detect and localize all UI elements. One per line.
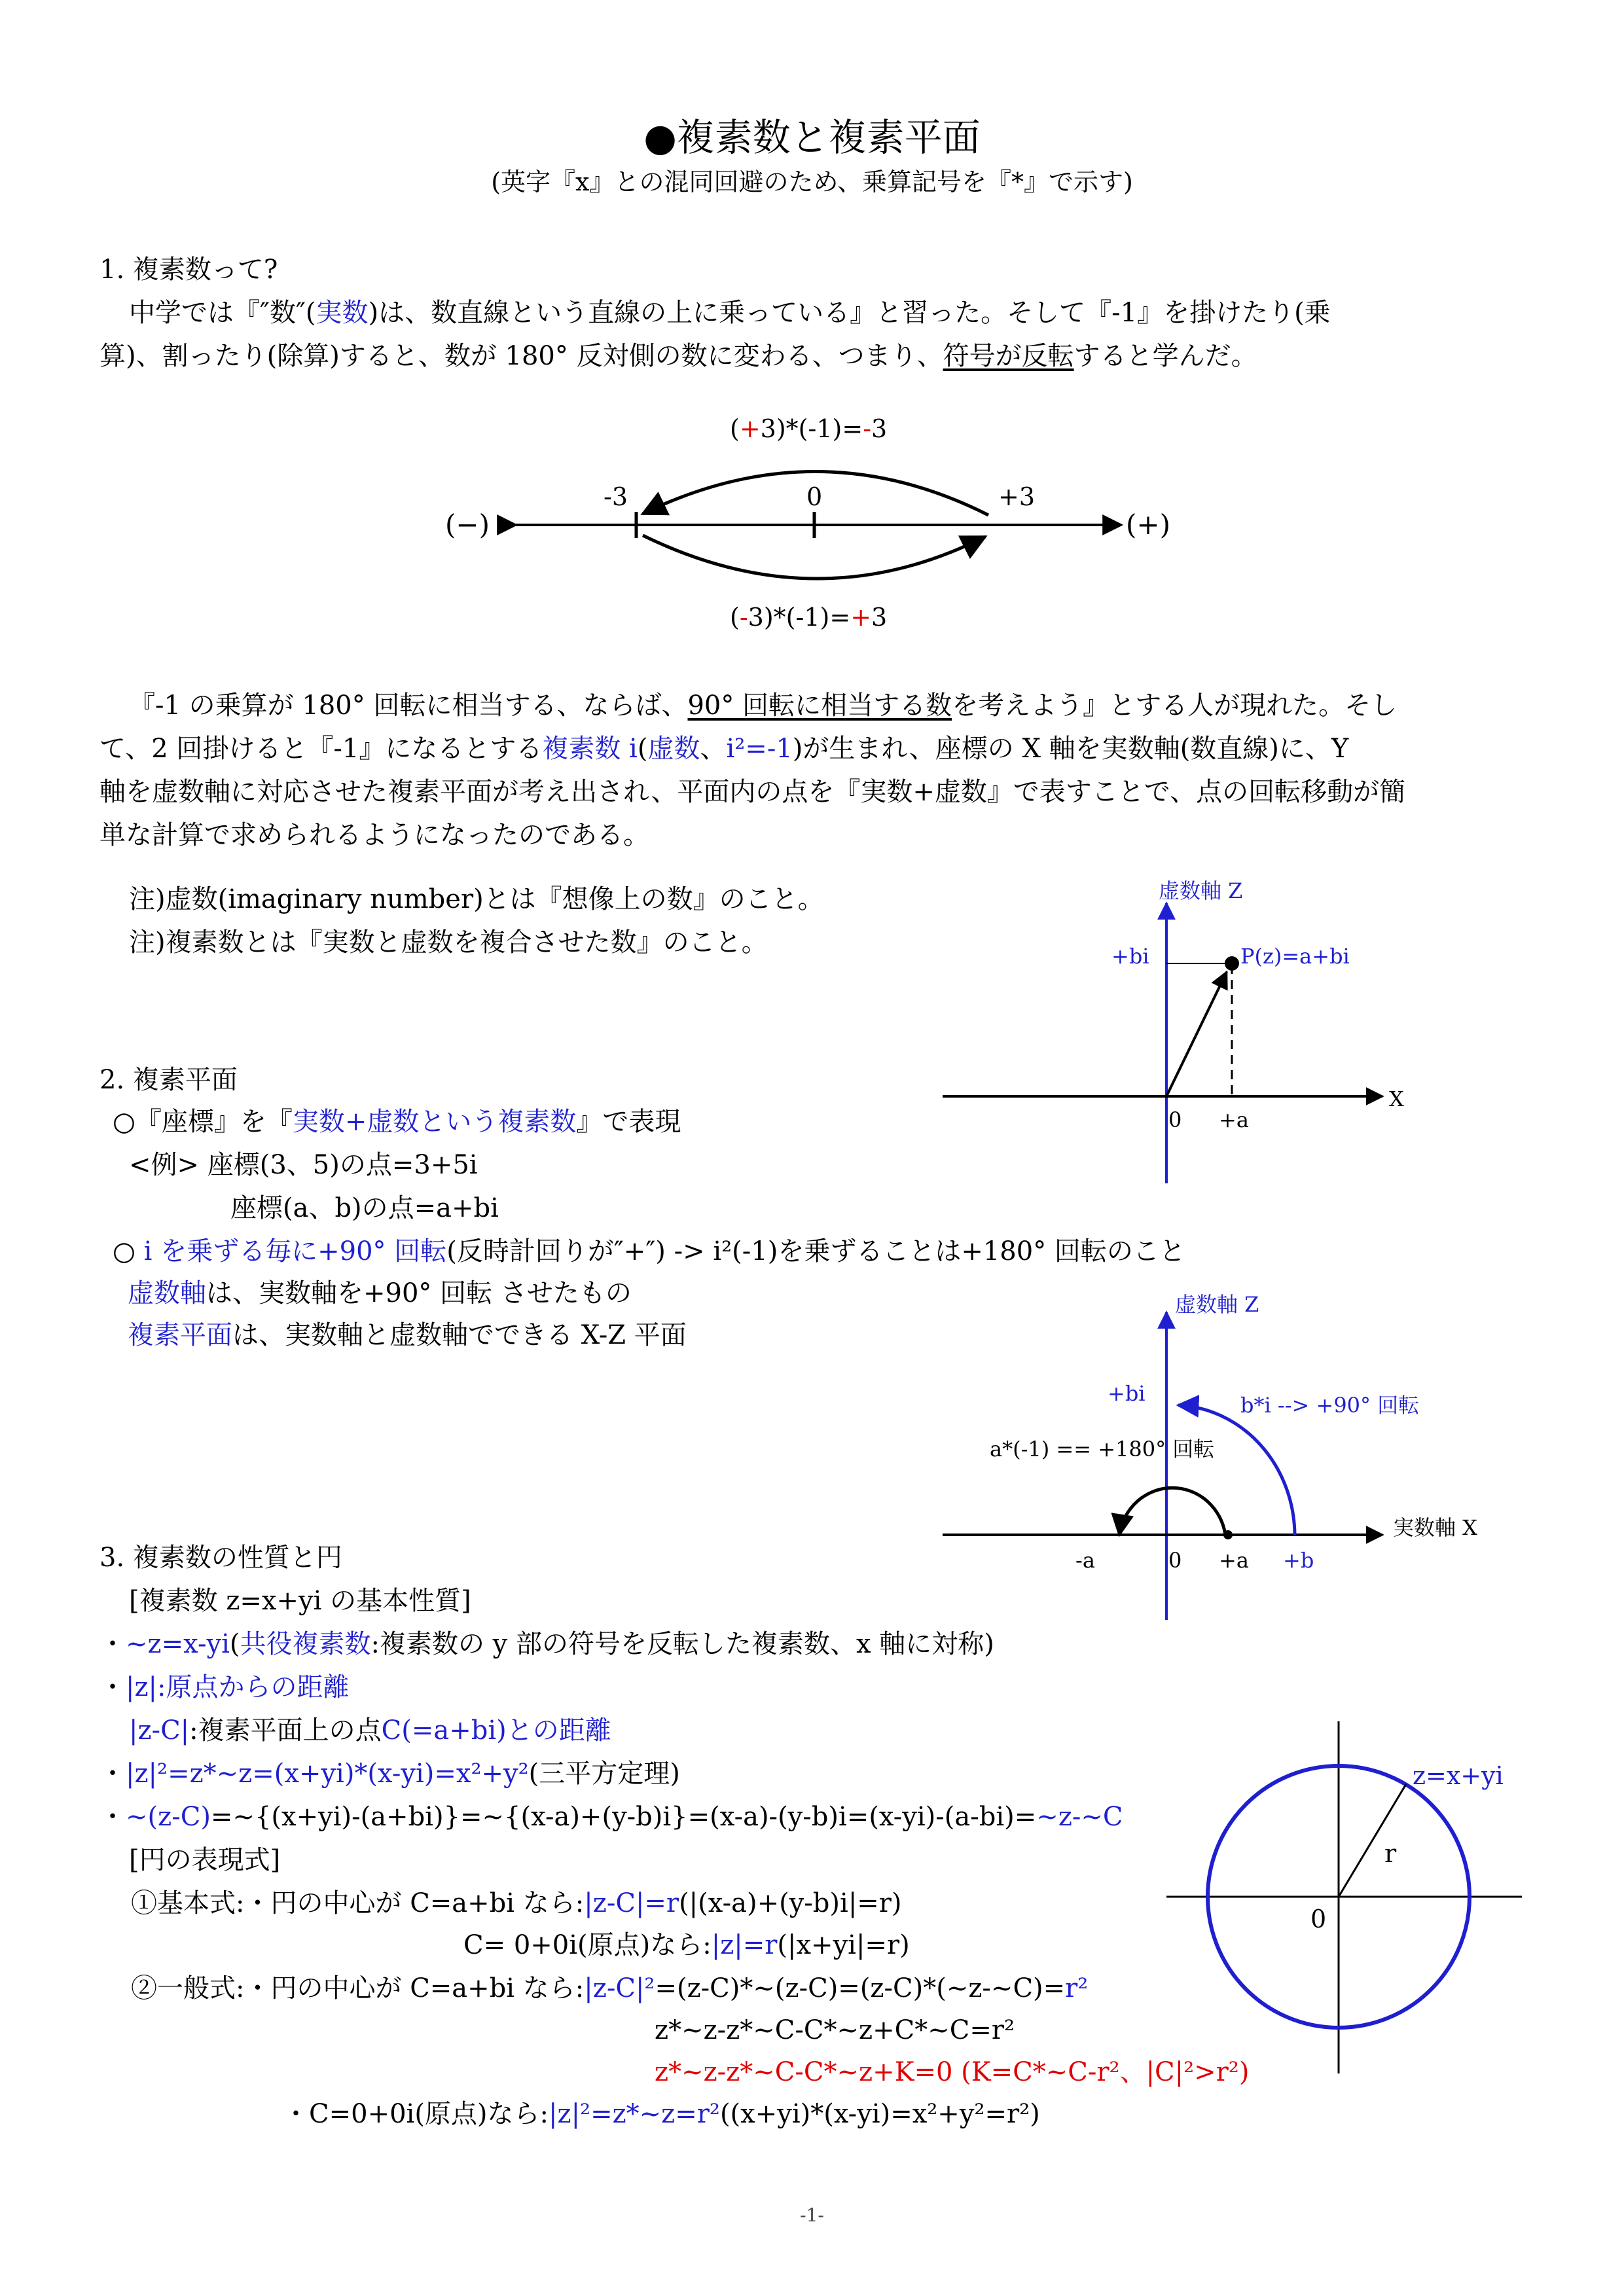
fig3-zero-label: 0 [1310,1905,1327,1933]
note-complex: 注)複素数とは『実数と虚数を複合させた数』のこと。 [129,927,768,958]
ninety-degree-term: 90° 回転に相当する数 [687,691,952,721]
circle-expressions-heading: [円の表現式] [129,1845,281,1875]
label-plus3: +3 [998,482,1036,511]
s2-line-4: ○ i を乗ずる毎に+90° 回転(反時計回りが″+″) -> i²(-1)を乗ずることは+180° 回転のこと [113,1236,1185,1266]
section-3-heading: 3. 複素数の性質と円 [99,1543,342,1573]
s2-example-1: <例> 座標(3、5)の点=3+5i [129,1150,478,1180]
s2-line-1: ○『座標』を『実数+虚数という複素数』で表現 [113,1107,681,1137]
fig2-minus-a: -a [1075,1548,1095,1573]
label-minus3: -3 [604,482,628,511]
label-positive: (+) [1126,509,1170,541]
circle-general-k-form: z*~z-z*~C-C*~z+K=0 (K=C*~C-r²、|C|²>r²) [655,2057,1250,2087]
rotation-180-label: a*(-1) == +180° 回転 [990,1437,1215,1462]
property-modulus: ・|z|:原点からの距離 [99,1672,350,1702]
sign-inversion-term: 符号が反転 [943,341,1074,371]
property-conjugate: ・~z=x-yi(共役複素数:複素数の y 部の符号を反転した複素数、x 軸に対称) [99,1629,994,1659]
s1-paragraph-line-1: 中学では『″数″(実数)は、数直線という直線の上に乗っている』と習った。そして『-1』を掛けたり(乗 [129,298,1331,328]
s1-paragraph-line-3: 『-1 の乗算が 180° 回転に相当する、ならば、90° 回転に相当する数を考えよう』とする人が現れた。そし [129,691,1398,721]
page-title: ●複素数と複素平面 [643,115,981,160]
fig2-axis-label: 虚数軸 Z [1175,1292,1259,1317]
fig1-axis-label: 虚数軸 Z [1159,878,1243,903]
page-number: -1- [800,2204,824,2226]
section-2-heading: 2. 複素平面 [99,1065,238,1095]
basic-properties-heading: [複素数 z=x+yi の基本性質] [129,1586,471,1616]
fig2-xaxis-label: 実数軸 X [1393,1515,1477,1540]
rotation-90-label: b*i --> +90° 回転 [1240,1393,1420,1418]
fig1-zero-label: 0 [1168,1107,1182,1132]
fig1-a-label: +a [1219,1107,1249,1132]
fig1-bi-label: +bi [1111,944,1149,969]
s2-line-5: 虚数軸は、実数軸を+90° 回転 させたもの [128,1278,632,1308]
circle-basic-origin: C= 0+0i(原点)なら:|z|=r(|x+yi|=r) [463,1930,910,1960]
s1-paragraph-line-2: 算)、割ったり(除算)すると、数が 180° 反対側の数に変わる、つまり、符号が反転すると学んだ。 [99,341,1257,371]
fig3-z-label: z=x+yi [1413,1761,1504,1790]
label-zero: 0 [806,482,823,511]
circle-general-expanded: z*~z-z*~C-C*~z+C*~C=r² [655,2015,1015,2045]
page-subtitle: (英字『x』との混同回避のため、乗算記号を『*』で示す) [491,168,1133,196]
bottom-equation: (-3)*(-1)=+3 [730,603,888,632]
s2-example-2: 座標(a、b)の点=a+bi [230,1193,499,1223]
section-1-heading: 1. 複素数って? [99,255,278,285]
fig2-zero: 0 [1168,1548,1182,1573]
label-negative: (−) [445,509,490,541]
fig1-x-label: X [1389,1086,1404,1111]
circle-general-formula: ②一般式:・円の中心が C=a+bi なら:|z-C|²=(z-C)*~(z-C)=(z-C)*(~z-~C)=r² [131,1973,1089,2003]
fig1-point-label: P(z)=a+bi [1240,944,1350,969]
s1-paragraph-line-6: 単な計算で求められるようになったのである。 [99,820,649,850]
note-imaginary: 注)虚数(imaginary number)とは『想像上の数』のこと。 [129,884,824,914]
property-modulus-squared: ・|z|²=z*~z=(x+yi)*(x-yi)=x²+y²(三平方定理) [99,1759,680,1789]
fig2-plus-b: +b [1283,1548,1314,1573]
fig2-plus-a: +a [1219,1548,1249,1573]
fig3-r-label: r [1384,1839,1397,1868]
circle-origin-formula: ・C=0+0i(原点)なら:|z|²=z*~z=r²((x+yi)*(x-yi)=x²+y²=r²) [283,2099,1040,2129]
s1-paragraph-line-4: て、2 回掛けると『-1』になるとする複素数 i(虚数、i²=-1)が生まれ、座標の X 軸を実数軸(数直線)に、Y [99,734,1349,764]
property-distance: |z-C|:複素平面上の点C(=a+bi)との距離 [129,1715,611,1746]
property-conjugate-difference: ・~(z-C)=~{(x+yi)-(a+bi)}=~{(x-a)+(y-b)i}=(x-a)-(y-b)i=(x-yi)-(a-bi)=~z-~C [99,1802,1123,1832]
s1-paragraph-line-5: 軸を虚数軸に対応させた複素平面が考え出され、平面内の点を『実数+虚数』で表すことで、点の回転移動が簡 [99,777,1406,807]
top-equation: (+3)*(-1)=-3 [730,414,888,443]
real-number-term: 実数 [316,298,369,328]
circle-basic-formula: ①基本式:・円の中心が C=a+bi なら:|z-C|=r(|(x-a)+(y-b)i|=r) [131,1888,902,1918]
fig2-bi-label: +bi [1108,1381,1146,1406]
s2-line-6: 複素平面は、実数軸と虚数軸でできる X-Z 平面 [128,1320,687,1350]
